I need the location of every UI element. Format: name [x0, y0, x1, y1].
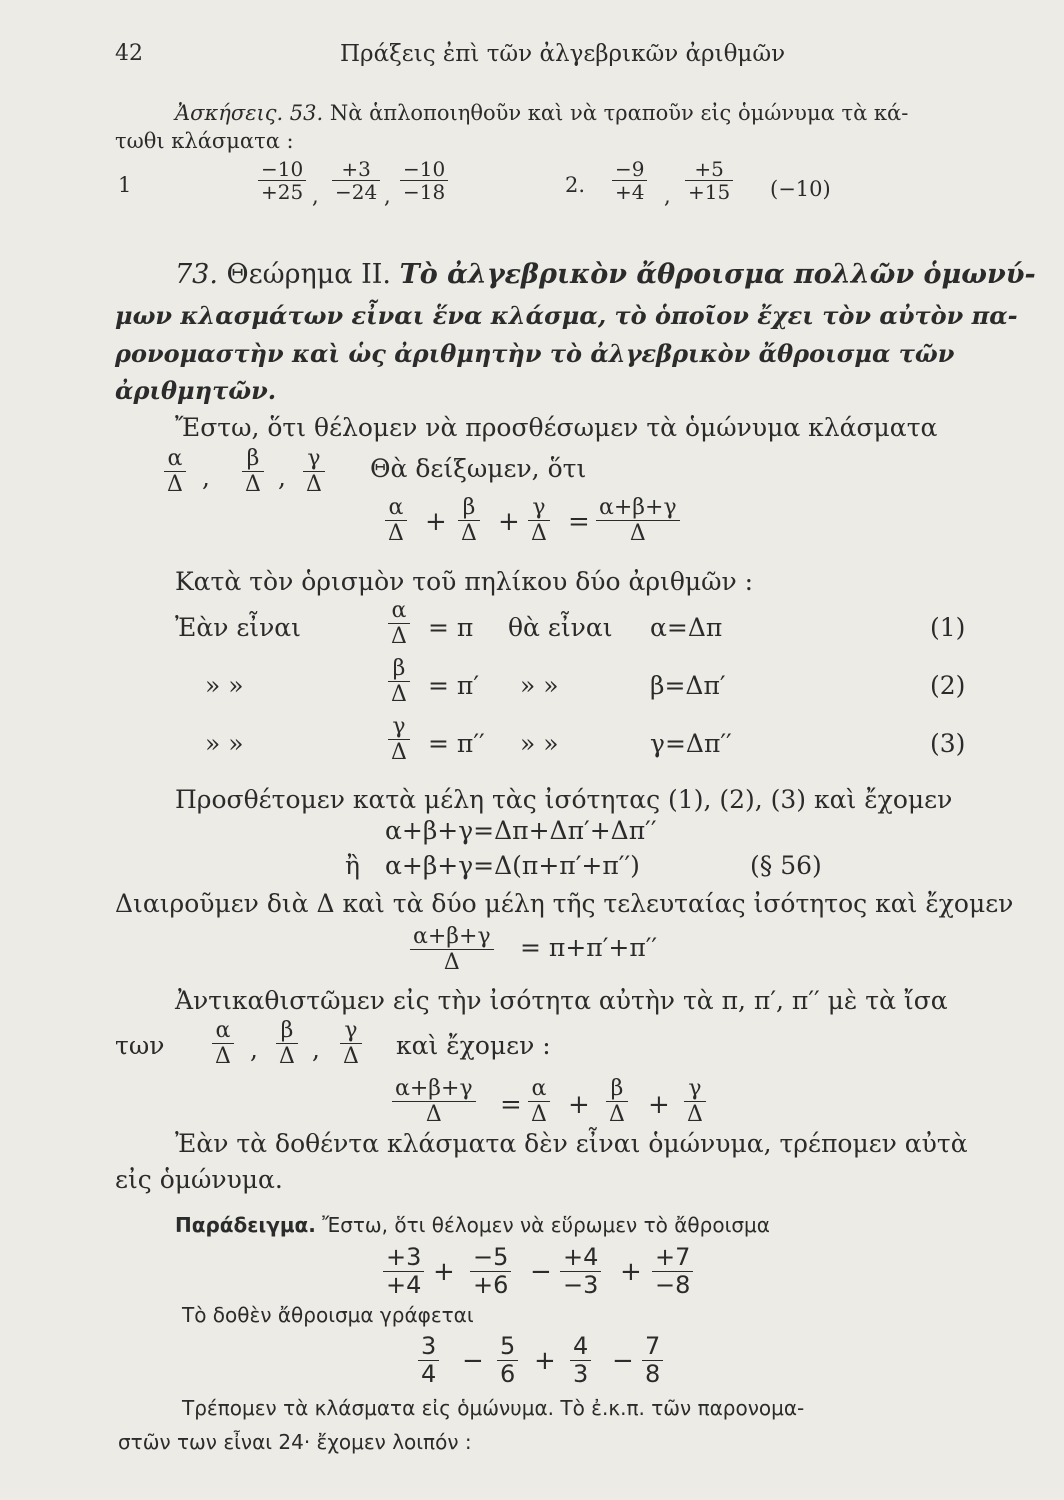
example-line2: στῶν των εἶναι 24· ἔχομεν λοιπόν : — [118, 1430, 472, 1454]
fraction: −9 +4 — [612, 158, 647, 203]
example-label: Παράδειγμα. — [175, 1213, 316, 1237]
proof-para1: Ἔστω, ὅτι θέλομεν νὰ προσθέσωμεν τὰ ὁμώνυμα κλάσματα — [175, 413, 938, 442]
proof-para4: Προσθέτομεν κατὰ μέλη τὰς ἰσότητας (1), (2), (3) καὶ ἔχομεν — [175, 785, 953, 814]
plus-sign: + — [425, 507, 447, 537]
eq1-rhs: = π — [428, 613, 474, 642]
section-ref: (§ 56) — [750, 851, 822, 880]
exercise-item2-label: 2. — [565, 173, 586, 197]
fraction-a-over-D: α Δ — [212, 1018, 234, 1069]
fraction-a-over-D: α Δ — [164, 446, 186, 497]
fraction-abg-over-D: α+β+γ Δ — [596, 495, 680, 546]
result-1: α=Δπ — [650, 613, 723, 642]
div-rhs: = π+π′+π′′ — [520, 933, 658, 962]
fraction-b-over-D: β Δ — [606, 1076, 628, 1127]
fraction: 7 8 — [642, 1333, 663, 1388]
fraction-b-over-D: β Δ — [458, 495, 480, 546]
exercises-intro — [175, 100, 908, 126]
fraction: 3 4 — [418, 1333, 439, 1388]
exercises-text-line1: Νὰ ἁπλοποιηθοῦν καὶ νὰ τραποῦν εἰς ὁμώνυμα τὰ κά- — [329, 101, 909, 125]
ditto-marks: » » — [205, 729, 244, 758]
operator-sign: − — [462, 1346, 484, 1376]
theorem-text-line2: μων κλασμάτων εἶναι ἕνα κλάσμα, τὸ ὁποῖον ἔχει τὸν αὐτὸν πα- — [115, 301, 1018, 330]
fraction-g-over-D: γ Δ — [388, 714, 410, 765]
page-number: 42 — [115, 41, 143, 66]
comma: , — [202, 463, 210, 492]
fraction: 5 6 — [497, 1333, 518, 1388]
theorem-heading — [175, 259, 1036, 291]
theorem-text-line4: ἀριθμητῶν. — [115, 376, 277, 405]
plus-sign: + — [648, 1090, 670, 1120]
proof-para7-post: καὶ ἔχομεν : — [396, 1031, 551, 1060]
exercises-text-line2: τωθι κλάσματα : — [115, 129, 294, 153]
eq3-rhs: = π′′ — [428, 729, 485, 758]
equals-sign: = — [500, 1090, 522, 1120]
proof-para8: Ἐὰν τὰ δοθέντα κλάσματα δὲν εἶναι ὁμώνυμα, τρέπομεν αὐτὰ — [175, 1129, 968, 1158]
theorem-text-line1: Τὸ ἀλγεβρικὸν ἄθροισμα πολλῶν ὁμωνύ- — [399, 259, 1036, 290]
exercise-item2-tail: (−10) — [770, 177, 831, 201]
exercises-label: Ἀσκήσεις. 53. — [175, 101, 324, 125]
fraction: −5 +6 — [470, 1244, 511, 1299]
proof-para3: Κατὰ τὸν ὁρισμὸν τοῦ πηλίκου δύο ἀριθμῶν : — [175, 567, 754, 596]
fraction-a-over-D: α Δ — [528, 1076, 550, 1127]
fraction-a-over-D: α Δ — [388, 598, 410, 649]
comma: , — [664, 184, 671, 208]
fraction: −10 +25 — [258, 158, 306, 203]
proof-para6: Ἀντικαθιστῶμεν εἰς τὴν ἰσότητα αὐτὴν τὰ π, π′, π′′ μὲ τὰ ἴσα — [175, 986, 948, 1015]
operator-sign: + — [433, 1257, 455, 1287]
fraction-b-over-D: β Δ — [388, 656, 410, 707]
comma: , — [250, 1035, 258, 1064]
tag-3: (3) — [930, 729, 966, 758]
example-intro — [175, 1212, 770, 1238]
tag-2: (2) — [930, 671, 966, 700]
example-text: Ἔστω, ὅτι θέλομεν νὰ εὕρωμεν τὸ ἄθροισμα — [322, 1213, 770, 1237]
operator-sign: − — [530, 1257, 552, 1287]
fraction-a-over-D: α Δ — [385, 495, 407, 546]
fraction-g-over-D: γ Δ — [528, 495, 550, 546]
proof-para9: εἰς ὁμώνυμα. — [115, 1165, 283, 1194]
sum-line2: α+β+γ=Δ(π+π′+π′′) — [385, 851, 640, 880]
plus-sign: + — [498, 507, 520, 537]
theorem-number: 73. — [175, 259, 218, 290]
comma: , — [312, 184, 319, 208]
will-text: θὰ εἶναι — [508, 613, 613, 642]
fraction: −10 −18 — [400, 158, 448, 203]
fraction-b-over-D: β Δ — [276, 1018, 298, 1069]
equals-sign: = — [568, 507, 590, 537]
theorem-text-line3: ρονομαστὴν καὶ ὡς ἀριθμητὴν τὸ ἀλγεβρικὸν ἄθροισμα τῶν — [115, 339, 955, 368]
fraction-g-over-D: γ Δ — [340, 1018, 362, 1069]
or-text: ἢ — [345, 851, 360, 880]
comma: , — [278, 463, 286, 492]
result-2: β=Δπ′ — [650, 671, 726, 700]
proof-para2: Θὰ δείξωμεν, ὅτι — [370, 454, 587, 483]
ditto-marks: » » — [520, 729, 559, 758]
operator-sign: − — [612, 1346, 634, 1376]
fraction-g-over-D: γ Δ — [303, 446, 325, 497]
fraction: +3 +4 — [383, 1244, 424, 1299]
fraction: +7 −8 — [652, 1244, 693, 1299]
exercise-item1-label: 1 — [118, 173, 132, 197]
result-3: γ=Δπ′′ — [650, 729, 732, 758]
operator-sign: + — [620, 1257, 642, 1287]
fraction: +3 −24 — [332, 158, 380, 203]
eq2-rhs: = π′ — [428, 671, 480, 700]
fraction-abg-over-D: α+β+γ Δ — [410, 924, 494, 975]
fraction: 4 3 — [570, 1333, 591, 1388]
example-written: Τὸ δοθὲν ἄθροισμα γράφεται — [182, 1303, 474, 1327]
example-line1: Τρέπομεν τὰ κλάσματα εἰς ὁμώνυμα. Τὸ ἐ.κ.π. τῶν παρονομα- — [182, 1396, 805, 1420]
comma: , — [312, 1035, 320, 1064]
fraction: +5 +15 — [685, 158, 733, 203]
ditto-marks: » » — [205, 671, 244, 700]
proof-para7-pre: των — [115, 1031, 165, 1060]
fraction-b-over-D: β Δ — [242, 446, 264, 497]
ditto-marks: » » — [520, 671, 559, 700]
running-title: Πράξεις ἐπὶ τῶν ἀλγεβρικῶν ἀριθμῶν — [340, 41, 786, 67]
tag-1: (1) — [930, 613, 966, 642]
theorem-title: Θεώρημα II. — [226, 259, 392, 290]
plus-sign: + — [568, 1090, 590, 1120]
if-text: Ἐὰν εἶναι — [175, 613, 301, 642]
sum-line1: α+β+γ=Δπ+Δπ′+Δπ′′ — [385, 816, 657, 845]
comma: , — [384, 184, 391, 208]
fraction: +4 −3 — [560, 1244, 601, 1299]
fraction-g-over-D: γ Δ — [684, 1076, 706, 1127]
fraction-abg-over-D: α+β+γ Δ — [392, 1076, 476, 1127]
proof-para5: Διαιροῦμεν διὰ Δ καὶ τὰ δύο μέλη τῆς τελευταίας ἰσότητος καὶ ἔχομεν — [115, 889, 1014, 918]
operator-sign: + — [534, 1346, 556, 1376]
